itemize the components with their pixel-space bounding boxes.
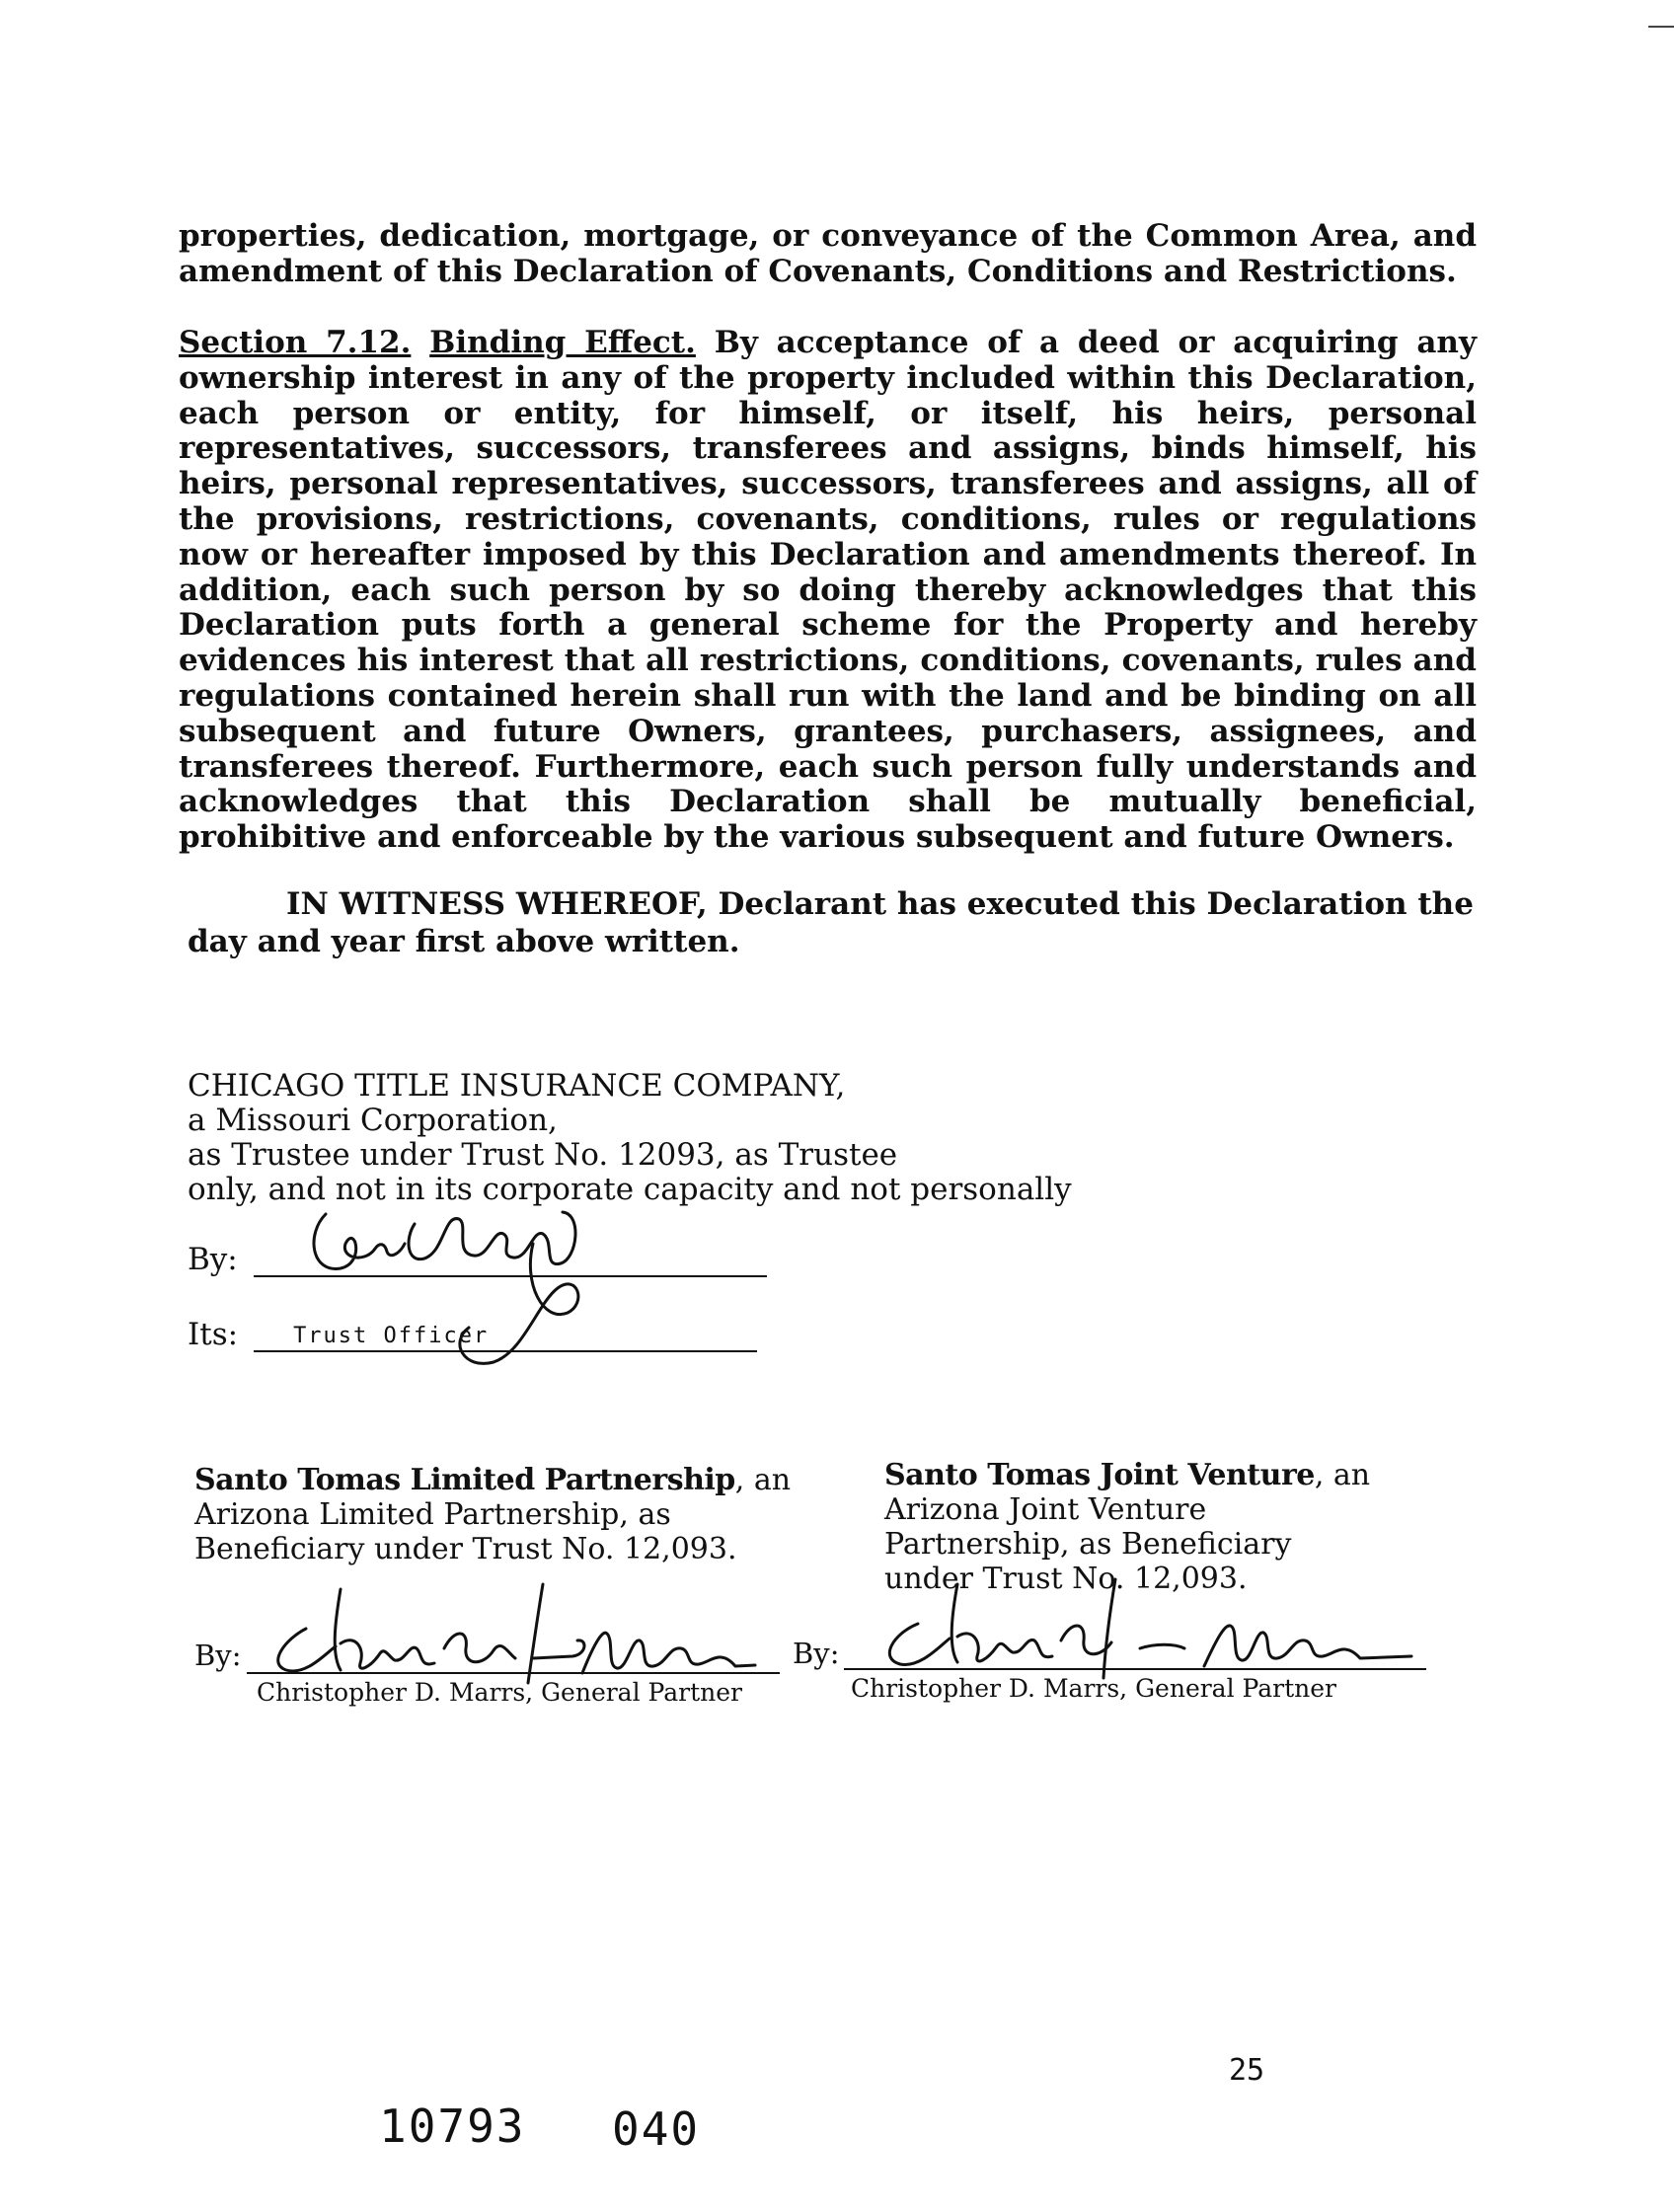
party-name: Santo Tomas Limited Partnership xyxy=(194,1463,735,1497)
party-suffix: , an xyxy=(1314,1458,1371,1492)
party-line: Partnership, as Beneficiary xyxy=(884,1527,1292,1562)
section-label: Section 7.12. xyxy=(179,325,412,360)
page-number: 25 xyxy=(1229,2053,1265,2088)
trustee-block xyxy=(188,1069,1072,1207)
party-1-signer: Christopher D. Marrs, General Partner xyxy=(257,1678,742,1707)
section-heading: Binding Effect. xyxy=(429,325,696,360)
document-number: 10793 xyxy=(379,2099,526,2153)
section-body: By acceptance of a deed or acquiring any ownership interest in any of the property included within this Declaration, each person or entity, for himself, or itself, his heirs, personal representatives, successors, transferees and assigns, binds himself, his heirs, personal representatives, successors, transferees and assigns, all of the provisions, restrictions, covenants, conditions, rules or regulations now or hereafter imposed by this Declaration and amendments thereof. In addition, each such person by so doing thereby acknowledges that this Declaration puts forth a general scheme for the Property and hereby evidences his interest that all restrictions, conditions, covenants, rules and regulations contained herein shall run with the land and be binding on all subsequent and future Owners, grantees, purchasers, assignees, and transferees thereof. Furthermore, each such person fully understands and acknowledges that this Declaration shall be mutually beneficial, prohibitive and enforceable by the various subsequent and future Owners. xyxy=(179,325,1477,856)
party-2-signer: Christopher D. Marrs, General Partner xyxy=(851,1674,1336,1703)
trustee-line: as Trustee under Trust No. 12093, as Trustee xyxy=(188,1137,898,1173)
party-2-signature xyxy=(859,1550,1421,1688)
witness-clause xyxy=(188,885,1477,960)
trustee-line: CHICAGO TITLE INSURANCE COMPANY, xyxy=(188,1068,846,1104)
section-7-12 xyxy=(179,326,1477,856)
corner-mark xyxy=(1648,26,1674,28)
document-page: 040 xyxy=(612,2102,701,2156)
party-line: Arizona Limited Partnership, as xyxy=(194,1497,671,1532)
party-suffix: , an xyxy=(734,1463,792,1497)
its-label: Its: xyxy=(188,1317,239,1352)
party-line: Arizona Joint Venture xyxy=(884,1492,1207,1527)
party-line: under Trust No. 12,093. xyxy=(884,1562,1248,1596)
party-name: Santo Tomas Joint Venture xyxy=(884,1458,1315,1492)
trustee-line: a Missouri Corporation, xyxy=(188,1103,558,1138)
witness-text: IN WITNESS WHEREOF, Declarant has executed this Declaration the day and year first above written. xyxy=(188,886,1474,959)
its-value: Trust Officer xyxy=(293,1324,490,1348)
by-label: By: xyxy=(188,1242,238,1277)
party-1-signature xyxy=(247,1560,760,1698)
trustee-line: only, and not in its corporate capacity and not personally xyxy=(188,1172,1072,1207)
party-1-by-label: By: xyxy=(194,1639,242,1672)
party-1 xyxy=(194,1463,791,1566)
party-line: Beneficiary under Trust No. 12,093. xyxy=(194,1532,737,1566)
trustee-signature xyxy=(296,1194,592,1382)
paragraph-top: properties, dedication, mortgage, or conveyance of the Common Area, and amendment of this Declaration of Covenants, Conditions and Restrictions. xyxy=(179,218,1477,289)
party-2-by-label: By: xyxy=(793,1637,840,1670)
